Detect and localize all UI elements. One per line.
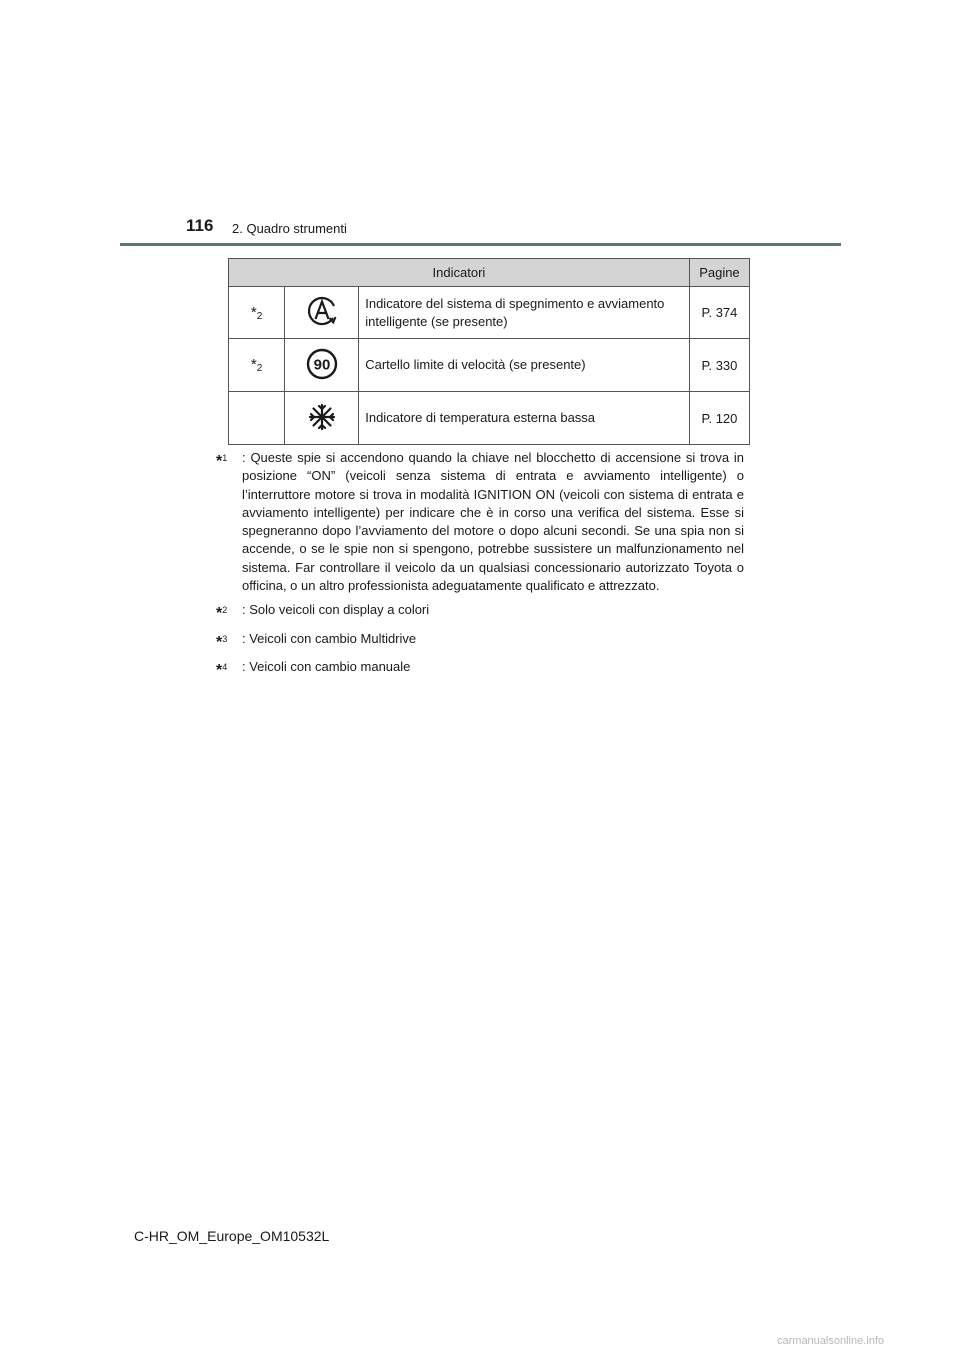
indicator-description: Indicatore di temperatura esterna bassa — [359, 392, 690, 445]
header-indicators: Indicatori — [229, 259, 690, 287]
page-reference: P. 374 — [689, 287, 749, 339]
indicator-description: Cartello limite di velocità (se presente) — [359, 339, 690, 392]
footnotes — [216, 449, 744, 686]
smart-stop-start-icon — [304, 293, 340, 329]
page-reference: P. 330 — [689, 339, 749, 392]
footnote: *$^4$ : Veicoli con cambio manuale — [216, 658, 744, 680]
table-row — [229, 339, 750, 392]
footnote-text: : Queste spie si accendono quando la chiave nel blocchetto di accensione si trova in posizione “ON” (veicoli senza sistema di entrata e avviamento intelligente) o l’interruttore motore si trova in modalità IGNITION ON (veicoli con sistema di entrata e avviamento intelligente) per indicare che è in corso una verifica del sistema. Esse si spegneranno dopo l’avviamento del motore o dopo alcuni secondi. Se una spia non si accende, o se le spie non si spengono, potrebbe sussistere un malfunzionamento nel sistema. Far controllare il veicolo da un qualsiasi concessionario autorizzato Toyota o officina, o un altro professionista adeguatamente qualificato e attrezzato. — [242, 450, 744, 594]
footnote-marker: $*_2$ — [229, 287, 285, 339]
header-rule — [120, 243, 841, 246]
footnote-text: : Veicoli con cambio Multidrive — [242, 630, 417, 646]
section-title: 2. Quadro strumenti — [232, 221, 347, 236]
footnote-marker — [229, 392, 285, 445]
indicators-table — [228, 258, 750, 445]
footnote-text: : Veicoli con cambio manuale — [242, 658, 411, 674]
footnote-text: : Solo veicoli con display a colori — [242, 602, 430, 618]
speed-limit-value: 90 — [313, 356, 330, 373]
document-id: C-HR_OM_Europe_OM10532L — [134, 1228, 330, 1244]
snowflake-icon — [307, 402, 337, 432]
footnote: *$^2$ : Solo veicoli con display a colori — [216, 601, 744, 623]
page-number: 116 — [186, 216, 214, 235]
table-header-row — [229, 259, 750, 287]
footnote: *$^3$ : Veicoli con cambio Multidrive — [216, 630, 744, 652]
table-row — [229, 392, 750, 445]
footnote-marker: $*_2$ — [229, 339, 285, 392]
speed-limit-sign-icon — [305, 347, 339, 381]
indicator-description: Indicatore del sistema di spegnimento e avviamento intelligente (se presente) — [359, 287, 690, 339]
footnote: *$^1$ : Queste spie si accendono quando la chiave nel blocchetto di accensione si trova in posizione “ON” (veicoli senza sistema di entrata e avviamento intelligente) o l’interruttore motore si trova in modalità IGNITION ON (veicoli con sistema di entrata e avviamento intelligente) per indicare che è in corso una verifica del sistema. Esse si spegneranno dopo l’avviamento del motore o dopo alcuni secondi. Se una spia non si accende, o se le spie non si spengono, potrebbe sussistere un malfunzionamento nel sistema. Far controllare il veicolo da un qualsiasi concessionario autorizzato Toyota o officina, o un altro professionista adeguatamente qualificato e attrezzato. — [216, 449, 744, 595]
page-reference: P. 120 — [689, 392, 749, 445]
table-row — [229, 287, 750, 339]
header-pages: Pagine — [689, 259, 749, 287]
watermark: carmanualsonline.info — [777, 1335, 885, 1347]
